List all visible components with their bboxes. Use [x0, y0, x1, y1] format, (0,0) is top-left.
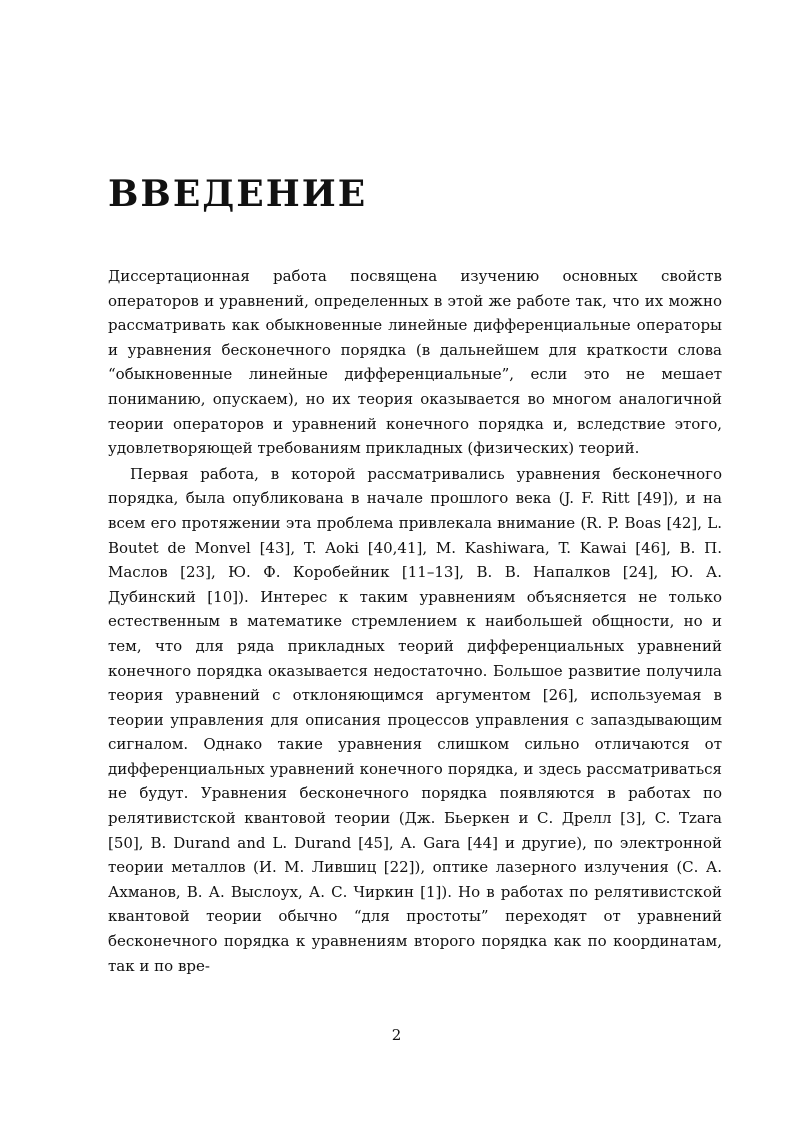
paragraph-1: Диссертационная работа посвящена изучению основных свойств операторов и уравнений, определенных в этой же работе так, что их можно рассматривать как обыкновенные линейные дифференциальные операторы и уравнения бесконечного порядка (в дальнейшем для краткости слова “обыкновенные линейные дифференциальные”, если это не мешает пониманию, опускаем), но их теория оказывается во многом аналогичной теории операторов и уравнений конечного порядка и, вследствие этого, удовлетворяющей требованиям прикладных (физических) теорий.	[108, 267, 722, 458]
page-number: 2	[391, 1026, 402, 1044]
chapter-heading: ВВЕДЕНИЕ	[108, 173, 368, 215]
paragraph-2: Первая работа, в которой рассматривались уравнения бесконечного порядка, была опубликована в начале прошлого века (J. F. Ritt [49]), и на всем его протяжении эта проблема привлекала внимание (R. P. Boas [42], L. Boutet de Monvel [43], T. Aoki [40,41], M. Kashiwara, T. Kawai [46], В. П. Маслов [23], Ю. Ф. Коробейник [11–13], В. В. Напалков [24], Ю. А. Дубинский [10]). Интерес к таким уравнениям объясняется не только естественным в математике стремлением к наибольшей общности, но и тем, что для ряда прикладных теорий дифференциальных уравнений конечного порядка оказывается недостаточно. Большое развитие получила теория уравнений с отклоняющимся аргументом [26], используемая в теории управления для описания процессов управления с запаздывающим сигналом. Однако такие уравнения слишком сильно отличаются от дифференциальных уравнений конечного порядка, и здесь рассматриваться не будут. Уравнения бесконечного порядка появляются в работах по релятивистской квантовой теории (Дж. Бьеркен и С. Дрелл [3], C. Tzara [50], B. Durand and L. Durand [45], A. Gara [44] и другие), по электронной теории металлов (И. М. Лившиц [22]), оптике лазерного излучения (С. А. Ахманов, В. А. Выслоух, А. С. Чиркин [1]). Но в работах по релятивистской квантовой теории обычно “для простоты” переходят от уравнений бесконечного порядка к уравнениям второго порядка как по координатам, так и по вре-	[108, 464, 722, 975]
body-text	[108, 264, 722, 978]
